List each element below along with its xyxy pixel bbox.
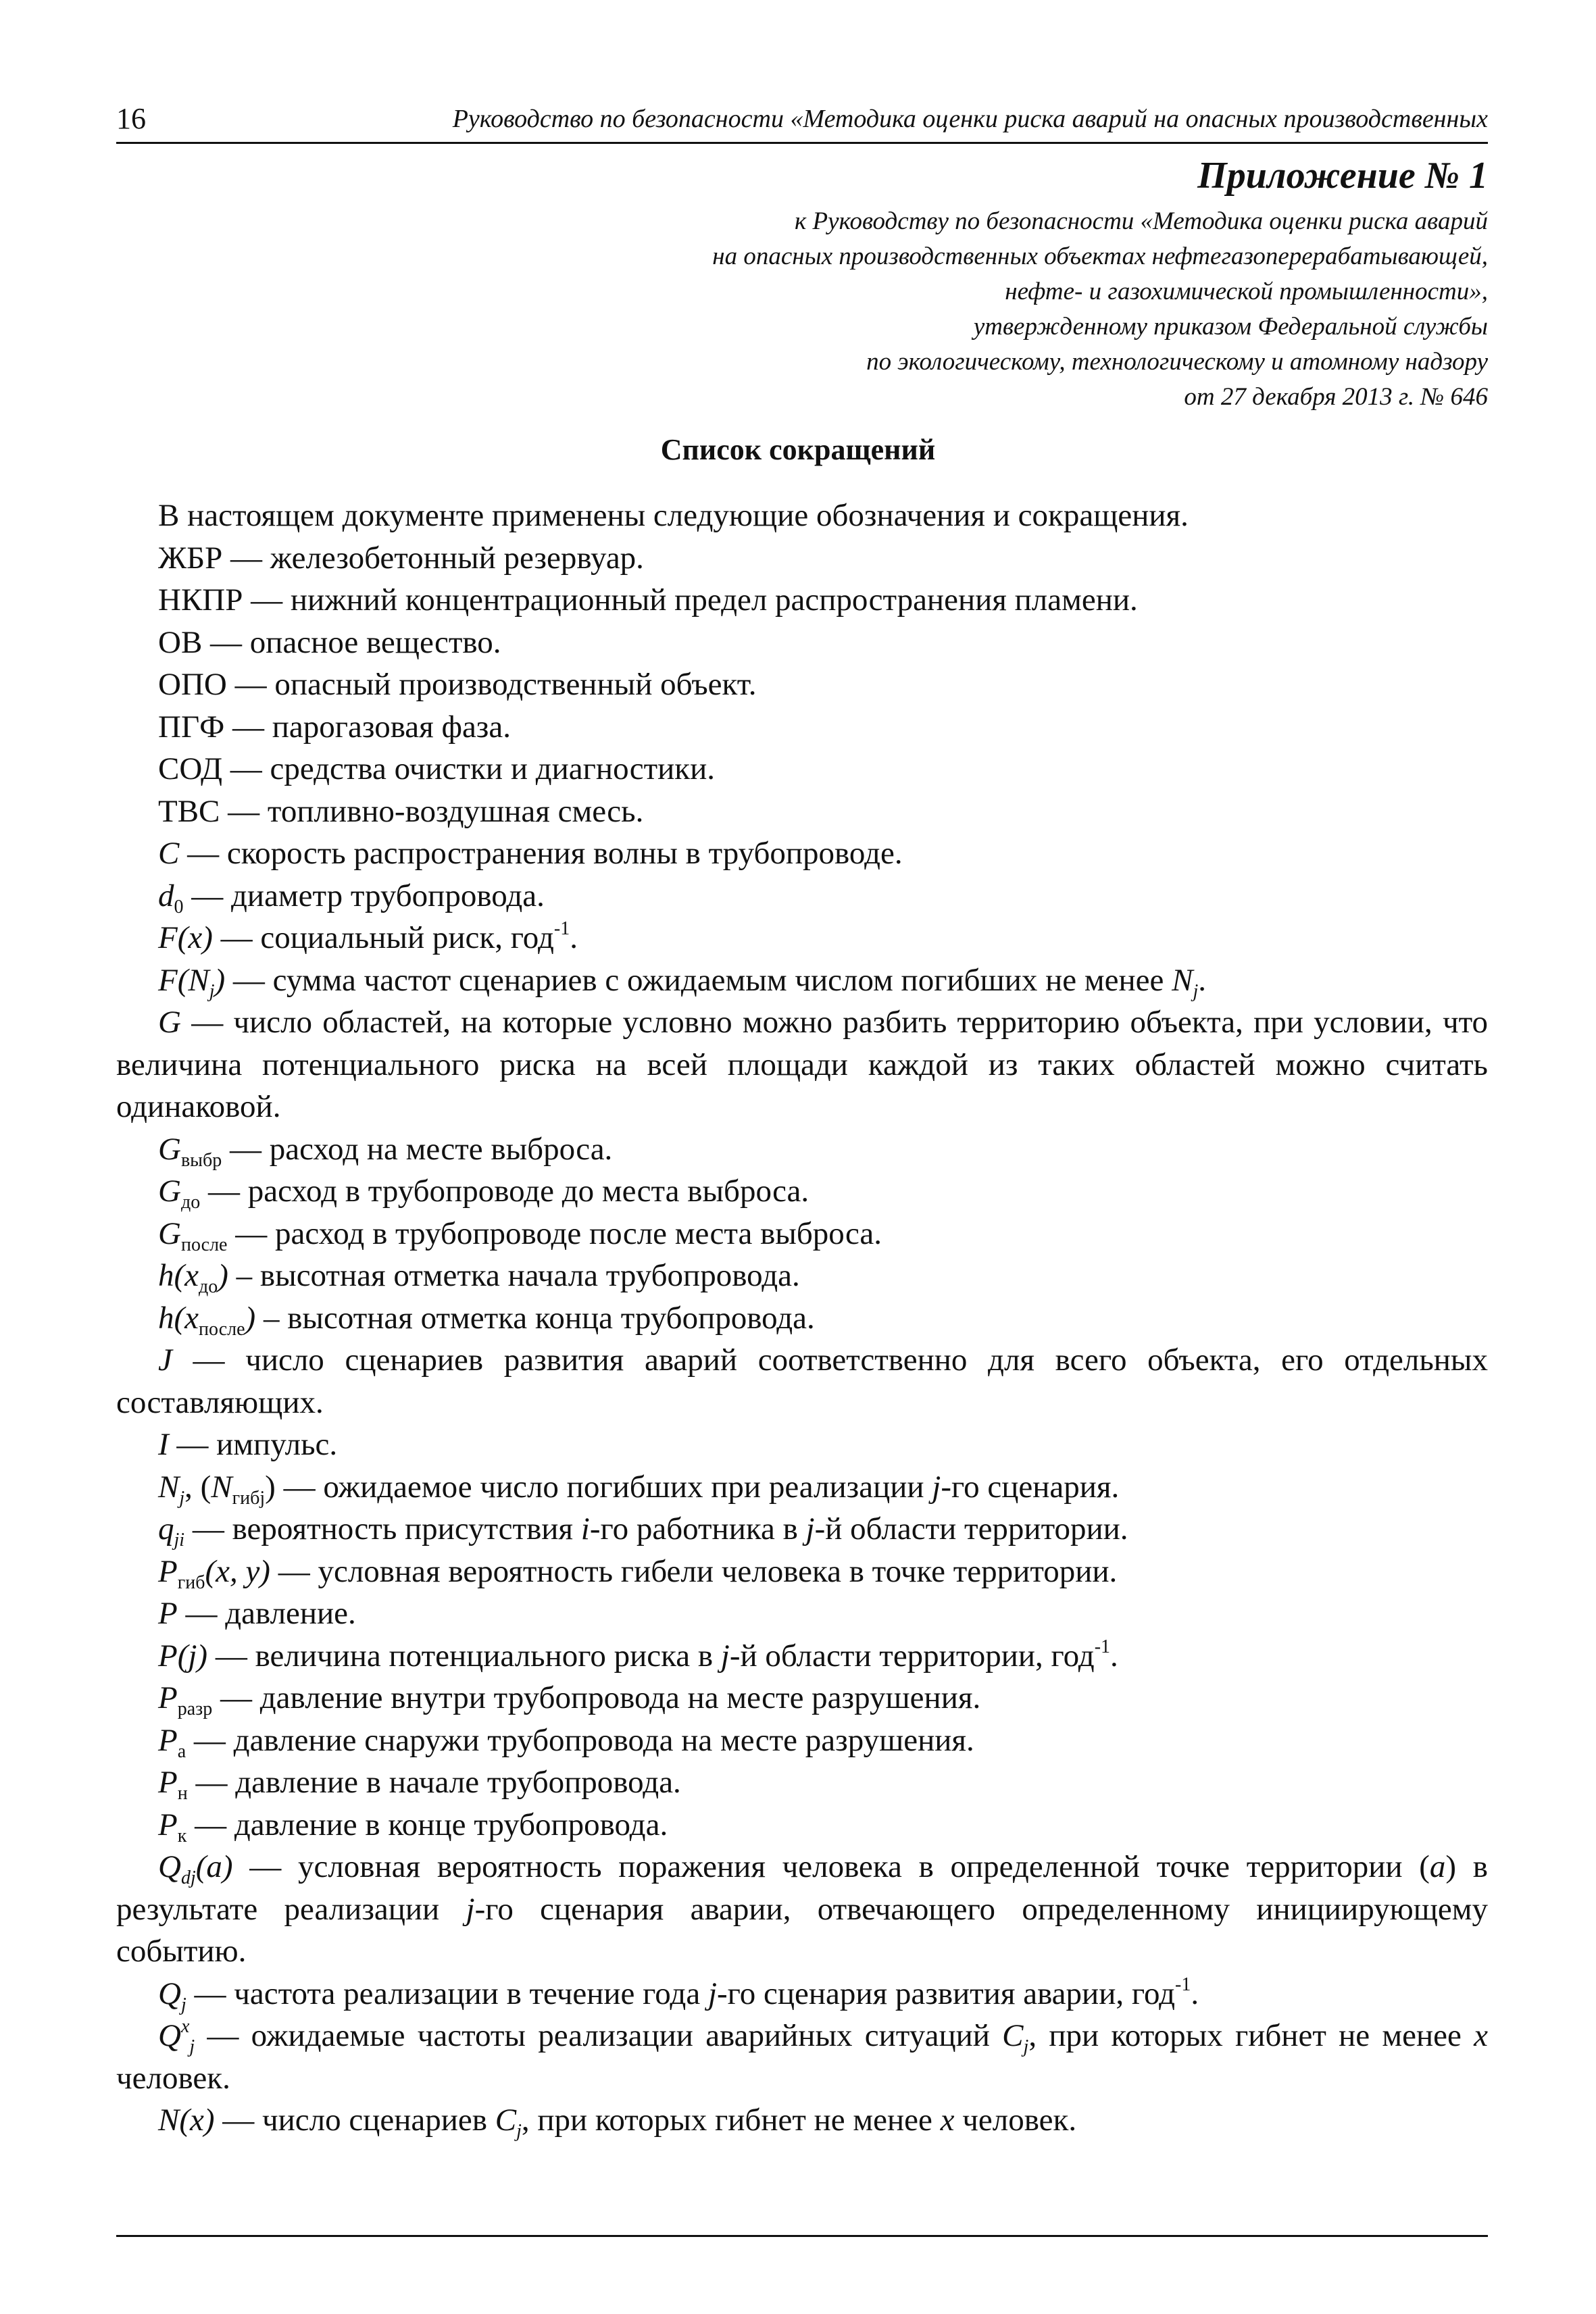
running-title: Руководство по безопасности «Методика оценки риска аварий на опасных производственных xyxy=(452,105,1488,133)
symbol-qji: $q_{ji}$ — вероятность присутствия i-го работника в j-й области территории. xyxy=(158,1511,1128,1551)
section-title: Список сокращений xyxy=(660,433,936,466)
symbol-g: G — число областей, на которые условно можно разбить территорию объекта, при условии, что величина потенциального риска на всей площади каждой из таких областей можно считать одинаковой. xyxy=(116,1005,1488,1124)
appendix-line: утвержденному приказом Федеральной службы xyxy=(973,313,1488,341)
symbol-g-do: $G_{до}$ — расход в трубопроводе до места выброса. xyxy=(158,1174,809,1213)
appendix-line: нефте- и газохимической промышленности», xyxy=(1005,278,1488,305)
symbol-j: J — число сценариев развития аварий соответственно для всего объекта, его отдельных составляющих. xyxy=(116,1342,1488,1420)
appendix-line: на опасных производственных объектах нефтегазоперерабатывающей, xyxy=(712,243,1488,270)
symbol-fnj: $F(N_j)$ — сумма частот сценариев с ожидаемым числом погибших не менее $N_j$. xyxy=(158,962,1207,1002)
symbol-h-do: $h(x_{до})$ – высотная отметка начала трубопровода. xyxy=(158,1258,800,1297)
symbol-p-a: $P_а$ — давление снаружи трубопровода на месте разрушения. xyxy=(158,1722,974,1762)
symbol-pj: P(j) — величина потенциального риска в j-й области территории, год$^{-1}$. xyxy=(158,1636,1118,1674)
symbol-i: I — импульс. xyxy=(158,1427,338,1462)
symbol-nj: $N_j$, $(N_{гибj})$ — ожидаемое число погибших при реализации j-го сценария. xyxy=(158,1469,1120,1509)
abbreviations-list xyxy=(116,495,1488,2142)
symbol-p-n: $P_н$ — давление в начале трубопровода. xyxy=(158,1765,681,1804)
appendix-title: Приложение № 1 xyxy=(1197,155,1488,197)
appendix-line: от 27 декабря 2013 г. № 646 xyxy=(1184,383,1488,411)
page-header xyxy=(116,101,1488,144)
abbr-pgf: ПГФ — парогазовая фаза. xyxy=(158,709,511,745)
abbr-nkpr: НКПР — нижний концентрационный предел распространения пламени. xyxy=(158,582,1138,618)
symbol-d0: $d_0$ — диаметр трубопровода. xyxy=(158,878,545,917)
appendix-line: по экологическому, технологическому и атомному надзору xyxy=(866,348,1488,376)
symbol-h-posle: $h(x_{после})$ – высотная отметка конца трубопровода. xyxy=(158,1300,815,1340)
symbol-qj: $Q_j$ — частота реализации в течение года j-го сценария развития аварии, год$^{-1}$. xyxy=(158,1973,1199,2015)
symbol-p-gib: $P_{гиб}(x$, y) — условная вероятность гибели человека в точке территории. xyxy=(158,1553,1118,1593)
symbol-c: C — скорость распространения волны в трубопроводе. xyxy=(158,836,903,871)
symbol-g-vybr: $G_{выбр}$ — расход на месте выброса. xyxy=(158,1131,613,1171)
abbr-zhbr: ЖБР — железобетонный резервуар. xyxy=(158,540,644,576)
appendix-block xyxy=(712,154,1488,415)
footer-divider xyxy=(116,2235,1488,2237)
abbr-sod: СОД — средства очистки и диагностики. xyxy=(158,751,716,786)
abbr-opo: ОПО — опасный производственный объект. xyxy=(158,667,757,702)
symbol-qdj: $Q_{dj}(a)$ — условная вероятность поражения человека в определенной точке территории (a) в результате реализации j-го сценария аварии, отвечающего определенному инициирующему событию. xyxy=(116,1849,1488,1969)
symbol-p-razr: $P_{разр}$ — давление внутри трубопровода на месте разрушения. xyxy=(158,1680,981,1719)
page-number: 16 xyxy=(116,102,146,135)
appendix-line: к Руководству по безопасности «Методика оценки риска аварий xyxy=(794,207,1488,235)
symbol-qjx: $Q^x_j$ — ожидаемые частоты реализации аварийных ситуаций $C_j$, при которых гибнет не менее x человек. xyxy=(116,2016,1488,2096)
symbol-nx: N(x) — число сценариев $C_j$, при которых гибнет не менее x человек. xyxy=(158,2103,1077,2142)
symbol-fx: F(x) — социальный риск, год$^{-1}$. xyxy=(158,918,578,955)
symbol-p-k: $P_к$ — давление в конце трубопровода. xyxy=(158,1807,668,1846)
abbr-tvs: ТВС — топливно-воздушная смесь. xyxy=(158,793,644,829)
abbr-ov: ОВ — опасное вещество. xyxy=(158,624,501,660)
symbol-p: P — давление. xyxy=(158,1596,356,1631)
symbol-g-posle: $G_{после}$ — расход в трубопроводе после места выброса. xyxy=(158,1215,882,1255)
intro-text: В настоящем документе применены следующие обозначения и сокращения. xyxy=(158,498,1189,533)
